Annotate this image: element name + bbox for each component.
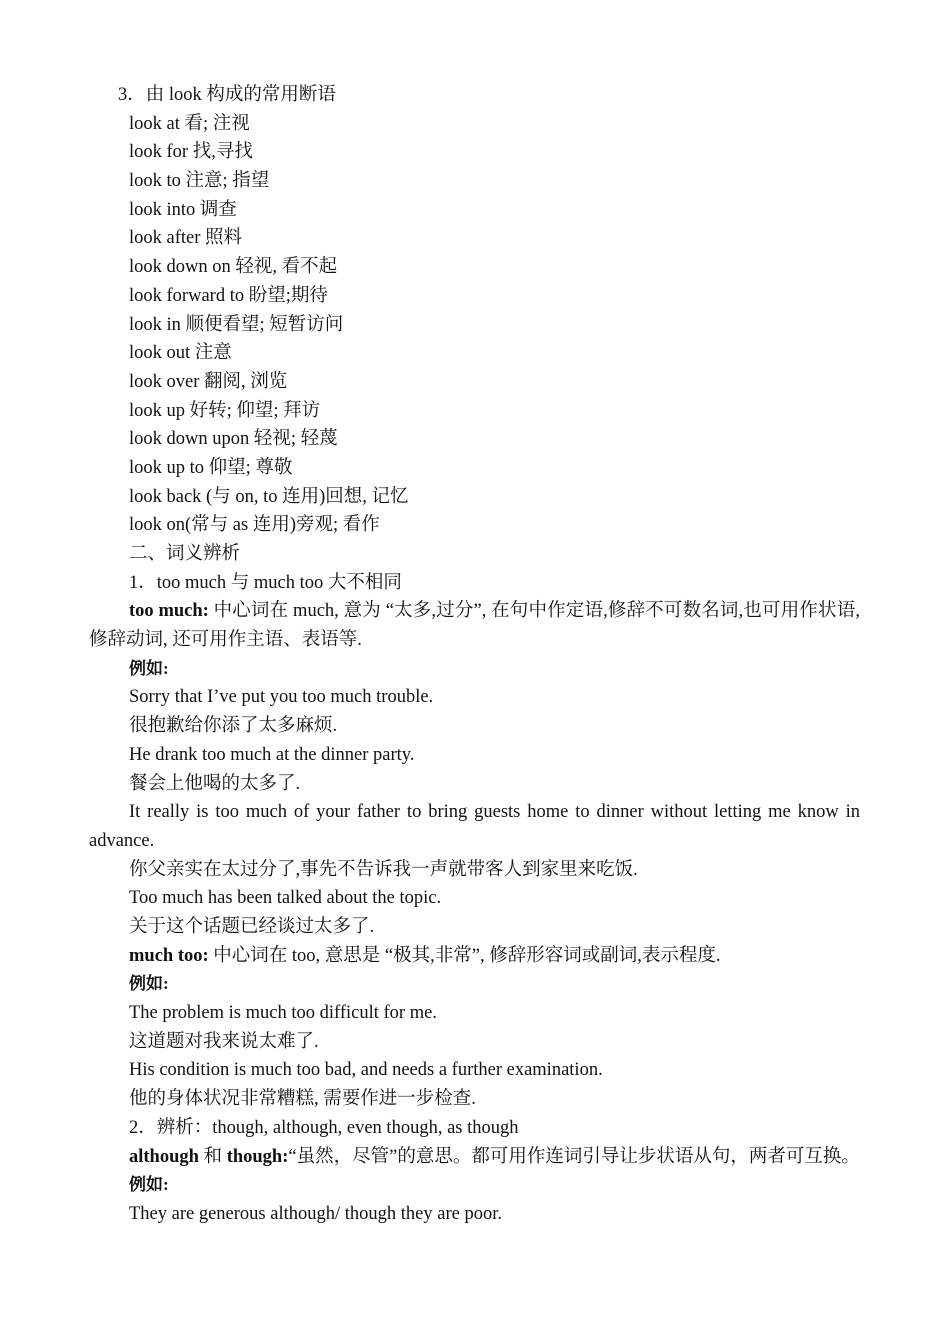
- phrase-list: [89, 110, 860, 540]
- phrase-item: look for 找,寻找: [129, 142, 253, 163]
- section-heading: 3．由 look 构成的常用断语: [118, 85, 336, 105]
- example-label: 例如:: [129, 1175, 169, 1195]
- phrase-item: look down on 轻视, 看不起: [129, 257, 338, 278]
- phrase-item: look forward to 盼望;期待: [129, 285, 328, 306]
- phrase-item: look into 调查: [129, 199, 237, 220]
- example-translation: 这道题对我来说太难了.: [129, 1031, 319, 1052]
- phrase-item: look over 翻阅, 浏览: [129, 371, 288, 392]
- conjunction-text: 和: [198, 1146, 227, 1167]
- phrase-item: look after 照料: [129, 228, 243, 249]
- part-heading: 二、词义辨析: [129, 544, 241, 564]
- phrase-item: look up to 仰望; 尊敬: [129, 457, 293, 478]
- example-label: 例如:: [129, 974, 169, 994]
- phrase-item: look out 注意: [129, 343, 232, 364]
- term-though: though:: [226, 1146, 289, 1167]
- subsection-heading: 1．too much 与 much too 大不相同: [129, 572, 402, 593]
- example-sentence: His condition is much too bad, and needs a further examination.: [129, 1060, 603, 1081]
- example-sentence: Too much has been talked about the topic.: [129, 888, 442, 909]
- example-translation: 很抱歉给你添了太多麻烦.: [129, 716, 338, 737]
- phrase-item: look in 顺便看望; 短暂访问: [129, 314, 344, 335]
- example-sentence: They are generous although/ though they are poor.: [129, 1203, 502, 1224]
- example-sentence: Sorry that I’ve put you too much trouble.: [129, 687, 434, 708]
- phrase-item: look to 注意; 指望: [129, 171, 270, 192]
- phrase-item: look back (与 on, to 连用)回想, 记忆: [129, 486, 409, 507]
- example-label: 例如:: [129, 658, 169, 678]
- phrase-item: look at 看; 注视: [129, 113, 250, 134]
- term-much-too: much too:: [129, 945, 209, 966]
- term-although: although: [129, 1146, 199, 1167]
- phrase-item: look down upon 轻视; 轻蔑: [129, 429, 338, 450]
- phrase-item: look on(常与 as 连用)旁观; 看作: [129, 515, 380, 536]
- example-sentence: He drank too much at the dinner party.: [129, 744, 415, 765]
- much-too-definition: [89, 942, 860, 971]
- too-much-description: 中心词在 much, 意为 “太多,过分”, 在句中作定语,修辞不可数名词,也可用作状语, 修辞动词, 还可用作主语、表语等.: [89, 601, 860, 651]
- phrase-item: look up 好转; 仰望; 拜访: [129, 400, 321, 421]
- example-translation: 他的身体状况非常糟糕, 需要作进一步检查.: [129, 1089, 476, 1110]
- example-translation: 餐会上他喝的太多了.: [129, 773, 301, 794]
- example-translation: 你父亲实在太过分了,事先不告诉我一声就带客人到家里来吃饭.: [129, 859, 638, 880]
- example-sentence: The problem is much too difficult for me.: [129, 1003, 437, 1024]
- document-body: [89, 81, 860, 1229]
- term-too-much: too much:: [129, 601, 209, 622]
- although-description: “虽然，尽管”的意思。都可用作连词引导让步状语从句，两者可互换。: [288, 1146, 860, 1167]
- example-sentence: It really is too much of your father to bring guests home to dinner without letting me know in advance.: [89, 802, 860, 851]
- example-translation: 关于这个话题已经谈过太多了.: [129, 917, 375, 937]
- too-much-definition: [89, 597, 860, 654]
- although-definition: [89, 1143, 860, 1172]
- much-too-description: 中心词在 too, 意思是 “极其,非常”, 修辞形容词或副词,表示程度.: [208, 945, 721, 966]
- subsection-heading: 2．辨析：though, although, even though, as though: [129, 1117, 519, 1138]
